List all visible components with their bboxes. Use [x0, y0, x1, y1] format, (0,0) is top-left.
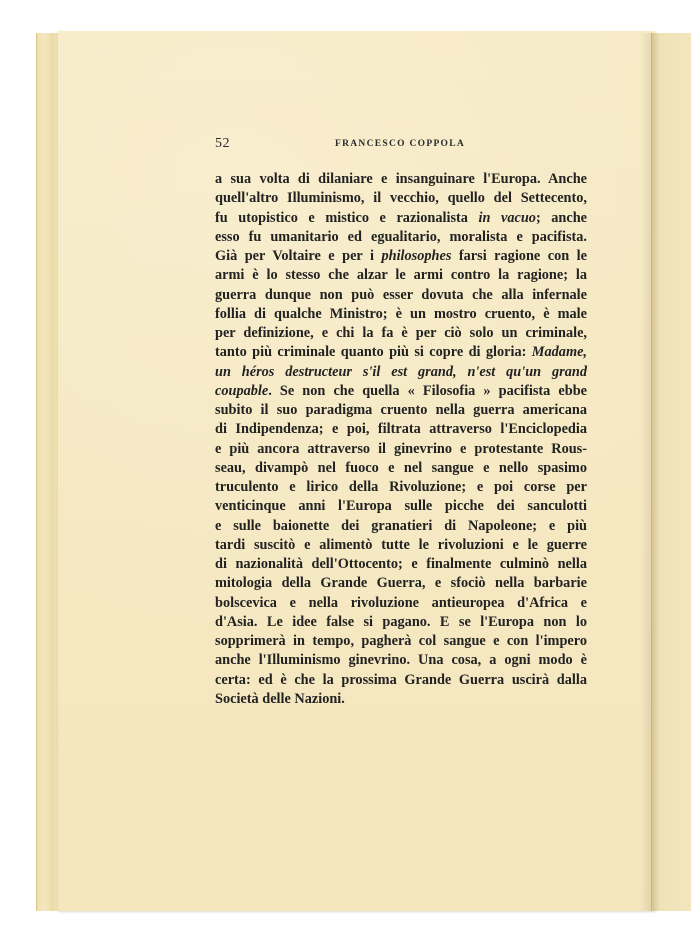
text-line [215, 286, 587, 305]
text-segment: di nazionalità dell'Ottocento; e finalmente culminò nella [215, 556, 587, 572]
text-segment: esso fu umanitario ed egualitario, moralista e pacifista. [215, 228, 587, 245]
text-segment: certa: ed è che la prossima Grande Guerra uscirà dalla [215, 671, 587, 688]
text-line [215, 497, 587, 516]
text-segment: guerra dunque non può esser dovuta che alla infernale [215, 286, 587, 303]
text-segment: quell'altro Illuminismo, il vecchio, quello del Settecento, [215, 190, 587, 207]
page-number: 52 [215, 136, 230, 151]
text-line [215, 574, 587, 593]
text-line [215, 189, 587, 208]
text-line [215, 228, 587, 247]
text-line [215, 266, 587, 285]
text-line [215, 305, 587, 324]
italic-text: in vacuo [478, 209, 536, 226]
body-text [215, 170, 587, 709]
text-segment: tanto più criminale quanto più si copre di gloria: [215, 344, 532, 361]
text-line [215, 343, 587, 362]
text-segment: a sua volta di dilaniare e insanguinare l'Europa. Anche [215, 171, 587, 187]
text-segment: fu utopistico e mistico e razionalista [215, 209, 479, 226]
text-segment: venticinque anni l'Europa sulle picche dei sanculotti [215, 498, 587, 515]
italic-text: Madame, [531, 344, 587, 361]
text-line [215, 420, 587, 439]
text-line [215, 247, 587, 266]
text-line [215, 517, 587, 536]
text-segment: truculento e lirico della Rivoluzione; e poi corse per [215, 479, 587, 495]
text-line [215, 209, 587, 228]
text-segment: ; anche [535, 209, 587, 226]
facing-page-edge [651, 33, 691, 911]
text-segment: d'Asia. Le idee false si pagano. E se l'Europa non lo [215, 613, 587, 630]
text-line [215, 651, 587, 670]
text-segment: farsi ragione con le [451, 248, 587, 264]
text-segment: seau, divampò nel fuoco e nel sangue e nello spasimo [215, 459, 587, 476]
text-segment: follia di qualche Ministro; è un mostro cruento, è male [215, 305, 587, 322]
text-segment: armi è lo stesso che alzar le armi contro la ragione; la [215, 267, 587, 284]
running-head: FRANCESCO COPPOLA [335, 139, 466, 149]
text-segment: sopprimerà in tempo, pagherà col sangue e con l'impero [215, 633, 587, 649]
text-segment: di Indipendenza; e poi, filtrata attraverso l'Enciclopedia [215, 421, 587, 438]
text-line [215, 555, 587, 574]
text-line [215, 440, 587, 459]
text-line [215, 478, 587, 497]
text-line [215, 401, 587, 420]
text-segment: e sulle baionette dei granatieri di Napoleone; e più [215, 517, 587, 534]
text-segment: Società delle Nazioni. [215, 690, 345, 707]
text-segment: bolscevica e nella rivoluzione antieuropea d'Africa e [215, 594, 587, 611]
text-segment: subito il suo paradigma cruento nella guerra americana [215, 402, 587, 418]
text-line [215, 170, 587, 189]
text-line [215, 363, 587, 382]
text-segment: e più ancora attraverso il ginevrino e protestante Rous- [215, 440, 587, 457]
text-line [215, 594, 587, 613]
text-line [215, 324, 587, 343]
text-line [215, 459, 587, 478]
text-line [215, 671, 587, 690]
text-segment: . Se non che quella « Filosofia » pacifista ebbe [268, 382, 587, 399]
italic-text: un héros destructeur s'il est grand, n'est qu'un grand [215, 363, 587, 380]
text-segment: Già per Voltaire e per i [215, 248, 382, 264]
text-line [215, 632, 587, 651]
text-segment: per definizione, e chi la fa è per ciò solo un criminale, [215, 325, 587, 341]
text-segment: anche l'Illuminismo ginevrino. Una cosa, a ogni modo è [215, 652, 587, 669]
text-line [215, 690, 587, 709]
italic-text: coupable [215, 382, 269, 399]
text-line [215, 382, 587, 401]
italic-text: philosophes [381, 248, 452, 264]
page-header [215, 136, 587, 154]
text-line [215, 536, 587, 555]
text-line [215, 613, 587, 632]
text-segment: tardi suscitò e alimentò tutte le rivoluzioni e le guerre [215, 536, 587, 553]
text-segment: mitologia della Grande Guerra, e sfociò nella barbarie [215, 575, 587, 592]
